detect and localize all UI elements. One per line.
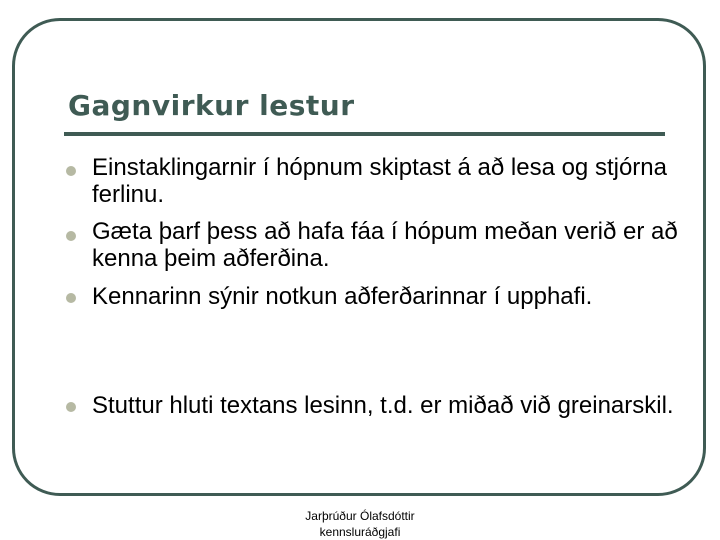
bullet-text: Einstaklingarnir í hópnum skiptast á að lesa og stjórna ferlinu. <box>92 154 667 208</box>
bullet-text: Stuttur hluti textans lesinn, t.d. er miðað við greinarskil. <box>92 392 674 419</box>
slide-title: Gagnvirkur lestur <box>68 89 355 122</box>
footer-role: kennsluráðgjafi <box>319 525 401 539</box>
bullet-dot-icon <box>66 166 76 176</box>
footer-credit <box>260 508 460 540</box>
bullet-dot-icon <box>66 402 76 412</box>
bullet-text: Gæta þarf þess að hafa fáa í hópum meðan verið er að kenna þeim aðferðina. <box>92 218 678 272</box>
bullet-dot-icon <box>66 293 76 303</box>
title-underline <box>64 132 665 136</box>
bullet-text: Kennarinn sýnir notkun aðferðarinnar í upphafi. <box>92 283 593 310</box>
bullet-dot-icon <box>66 231 76 241</box>
footer-author: Jarþrúður Ólafsdóttir <box>305 509 415 523</box>
